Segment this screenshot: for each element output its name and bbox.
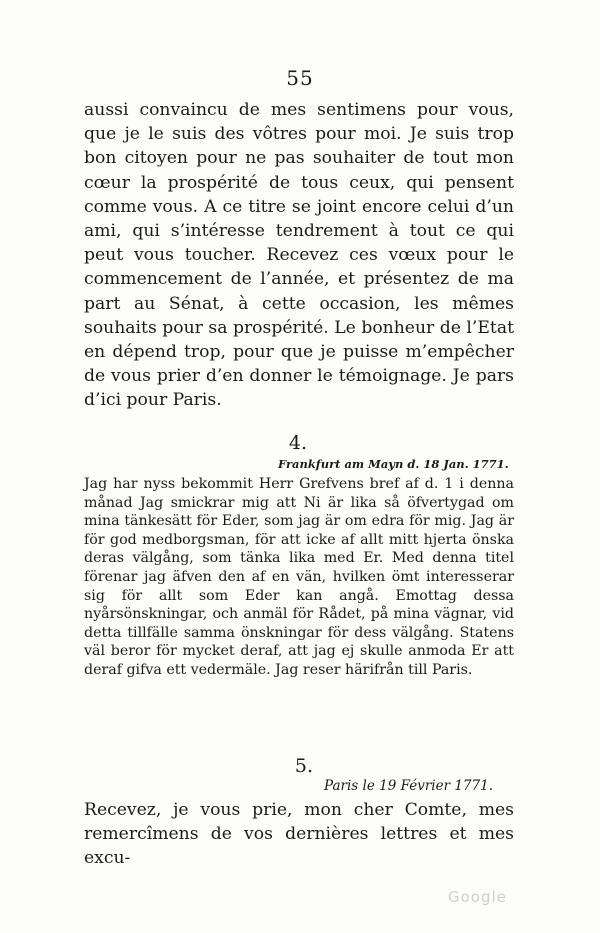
letter-3-continuation: aussi convaincu de mes sentimens pour vous, que je le suis des vôtres pour moi. Je suis trop bon citoyen pour ne pas souhaiter de tout mon cœur la prospérité de tous ceux, qui pensent comme vous. A ce titre se joint encore celui d’un ami, qui s’intéresse tendrement à tout ce qui peut vous toucher. Recevez ces vœux pour le commencement de l’année, et présentez de ma part au Sénat, à cette occasion, les mêmes souhaits pour sa prospérité. Le bonheur de l’Etat en dépend trop, pour que je puisse m’empêcher de vous prier d’en donner le témoignage. Je pars d’ici pour Paris. xyxy=(84,100,514,411)
letter-4-number: 4. xyxy=(288,432,308,454)
letter-4-swedish-translation: Jag har nyss bekommit Herr Grefvens bref af d. 1 i denna månad Jag smickrar mig att Ni är lika så öfvertygad om mina tänkesätt för Eder, som jag är om edra för mig. Jag är för god medborgsman, för att icke af allt mitt hjerta önska deras välgång, som tänka lika med Er. Med denna titel förenar jag äfven den af en vän, hvilken ömt interesserar sig för allt som Eder kan angå. Emottag dessa nyårsönskningar, och anmäl för Rådet, på mina vägnar, vid detta tillfälle samma önskningar för dess välgång. Statens väl beror för mycket deraf, att jag ej skulle anmoda Er att deraf gifva ett vedermäle. Jag reser härifrån till Paris. xyxy=(84,476,514,678)
letter-5-dateline: Paris le 19 Février 1771. xyxy=(324,778,493,794)
letter-5-number: 5. xyxy=(294,755,314,777)
digitizer-watermark: Google xyxy=(448,888,507,906)
page-number: 55 xyxy=(286,66,314,90)
letter-4-dateline: Frankfurt am Mayn d. 18 Jan. 1771. xyxy=(278,457,509,471)
letter-5-opening: Recevez, je vous prie, mon cher Comte, mes remercîmens de vos dernières lettres et mes excu- xyxy=(84,800,514,869)
